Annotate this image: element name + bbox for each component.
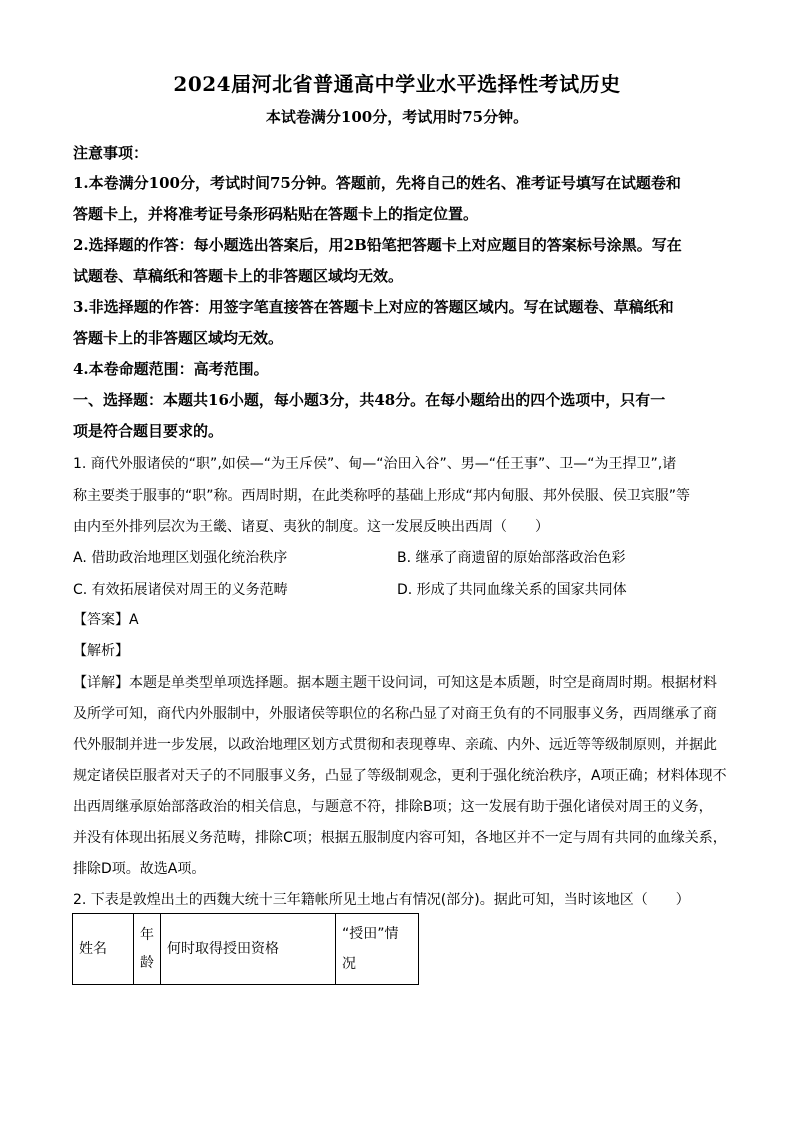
- q1-detail-line: 代外服制并进一步发展，以政治地理区划方式贯彻和表现尊卑、亲疏、内外、远近等等级制原则，并据此: [73, 737, 717, 753]
- q2-stem: 2. 下表是敦煌出土的西魏大统十三年籍帐所见土地占有情况(部分)。据此可知，当时该地区（ ）: [73, 892, 690, 908]
- q1-option-d[interactable]: D. 形成了共同血缘关系的国家共同体: [397, 582, 627, 598]
- header-allocation: “授田”情况: [336, 914, 419, 985]
- section-heading: 一、选择题：本题共16小题，每小题3分，共48分。在每小题给出的四个选项中，只有一: [73, 391, 666, 409]
- header-eligibility: 何时取得授田资格: [161, 914, 336, 985]
- section-heading-cont: 项是符合题目要求的。: [73, 422, 224, 440]
- header-name: 姓名: [73, 914, 134, 985]
- notice-line: 4.本卷命题范围：高考范围。: [73, 360, 269, 378]
- exam-subtitle: 本试卷满分100分，考试用时75分钟。: [265, 108, 529, 126]
- q1-detail-line: 规定诸侯臣服者对天子的不同服事义务，凸显了等级制观念，更利于强化统治秩序，A项正确；材料体现不: [73, 768, 727, 784]
- q1-stem-line: 1. 商代外服诸侯的“职”,如侯—“为王斥侯”、甸—“治田入谷”、男—“任王事”、卫—“为王捍卫”,诸: [73, 456, 677, 472]
- q1-answer: 【答案】A: [73, 612, 139, 628]
- header-age: 年龄: [134, 914, 161, 985]
- land-holding-table: [72, 913, 419, 985]
- notice-heading: 注意事项：: [73, 144, 149, 162]
- q1-detail-line: 排除D项。故选A项。: [73, 861, 206, 877]
- q1-option-c[interactable]: C. 有效拓展诸侯对周王的义务范畴: [73, 582, 288, 598]
- q1-analysis-label: 【解析】: [73, 643, 129, 659]
- q1-detail-line: 及所学可知，商代内外服制中，外服诸侯等职位的名称凸显了对商王负有的不同服事义务，西周继承了商: [73, 706, 717, 722]
- notice-line: 2.选择题的作答：每小题选出答案后，用2B铅笔把答题卡上对应题目的答案标号涂黑。写在: [73, 236, 682, 254]
- notice-line: 3.非选择题的作答：用签字笔直接答在答题卡上对应的答题区域内。写在试题卷、草稿纸和: [73, 298, 674, 316]
- notice-line: 1.本卷满分100分，考试时间75分钟。答题前，先将自己的姓名、准考证号填写在试题卷和: [73, 174, 681, 192]
- q1-detail-line: 【详解】本题是单类型单项选择题。据本题主题干设问词，可知这是本质题，时空是商周时期。根据材料: [73, 675, 717, 691]
- q1-stem-line: 由内至外排列层次为王畿、诸夏、夷狄的制度。这一发展反映出西周（ ）: [73, 519, 549, 535]
- exam-title: 2024届河北省普通高中学业水平选择性考试历史: [173, 72, 621, 96]
- q1-option-a[interactable]: A. 借助政治地理区划强化统治秩序: [73, 550, 288, 566]
- notice-line: 试题卷、草稿纸和答题卡上的非答题区域均无效。: [73, 267, 404, 285]
- q1-detail-line: 并没有体现出拓展义务范畴，排除C项；根据五服制度内容可知，各地区并不一定与周有共同的血缘关系，: [73, 830, 727, 846]
- q1-detail-line: 出西周继承原始部落政治的相关信息，与题意不符，排除B项；这一发展有助于强化诸侯对周王的义务，: [73, 799, 713, 815]
- q1-option-b[interactable]: B. 继承了商遗留的原始部落政治色彩: [397, 550, 626, 566]
- q1-stem-line: 称主要类于服事的“职”称。西周时期，在此类称呼的基础上形成“邦内甸服、邦外侯服、侯卫宾服”等: [73, 488, 691, 504]
- notice-line: 答题卡上的非答题区域均无效。: [73, 329, 284, 347]
- table-header-row: [73, 914, 419, 985]
- notice-line: 答题卡上，并将准考证号条形码粘贴在答题卡上的指定位置。: [73, 205, 479, 223]
